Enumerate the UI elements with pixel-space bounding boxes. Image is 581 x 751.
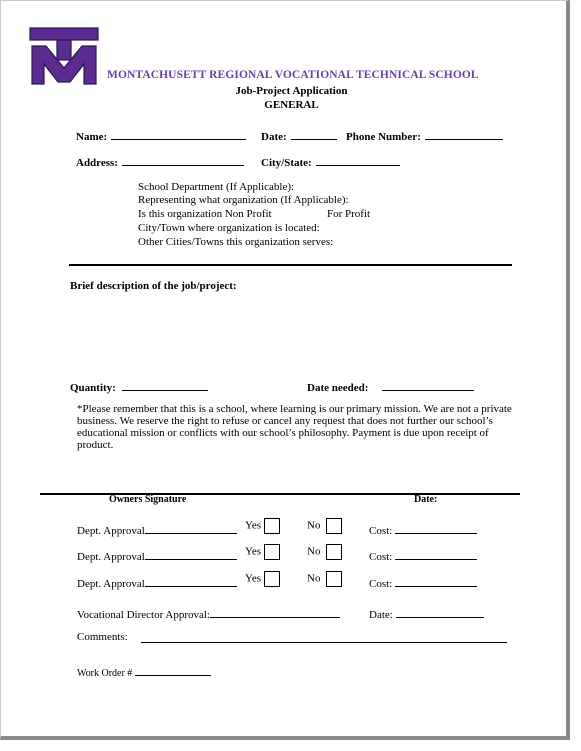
- dept-approval-line[interactable]: [145, 575, 237, 587]
- name-field[interactable]: [76, 127, 246, 145]
- no-checkbox[interactable]: [326, 544, 342, 560]
- vocational-director-field[interactable]: [77, 606, 340, 621]
- date-needed-label: Date needed:: [307, 382, 369, 394]
- section-divider: [69, 264, 512, 266]
- vocational-director-label: Vocational Director Approval:: [77, 609, 210, 621]
- no-label: No: [307, 572, 321, 585]
- dept-approval-row: [77, 522, 237, 537]
- cost-label: Cost:: [369, 578, 393, 590]
- form-title: Job-Project Application: [235, 85, 348, 97]
- city-state-line[interactable]: [316, 154, 400, 166]
- description-label: Brief description of the job/project:: [70, 280, 237, 292]
- cost-label: Cost:: [369, 525, 393, 537]
- form-subtitle: GENERAL: [264, 99, 319, 111]
- name-label: Name:: [76, 131, 108, 143]
- cost-label: Cost:: [369, 551, 393, 563]
- cost-field[interactable]: [369, 548, 477, 563]
- comments-line[interactable]: [141, 642, 507, 643]
- school-department-label: School Department (If Applicable):: [138, 181, 295, 193]
- work-order-line[interactable]: [135, 665, 211, 676]
- comments-label: Comments:: [77, 631, 128, 643]
- yes-checkbox[interactable]: [264, 571, 280, 587]
- cost-field[interactable]: [369, 522, 477, 537]
- cost-line[interactable]: [395, 522, 477, 534]
- yes-label: Yes: [245, 545, 262, 558]
- date-field[interactable]: [261, 127, 337, 145]
- phone-field[interactable]: [346, 127, 503, 145]
- dept-approval-line[interactable]: [145, 548, 237, 560]
- address-field[interactable]: [76, 153, 244, 171]
- cost-field[interactable]: [369, 575, 477, 590]
- phone-label: Phone Number:: [346, 131, 421, 143]
- quantity-label: Quantity:: [70, 382, 116, 394]
- for-profit-option[interactable]: For Profit: [327, 208, 371, 220]
- dept-approval-row: [77, 575, 237, 590]
- vocational-director-line[interactable]: [210, 606, 340, 618]
- dept-approval-label: Dept. Approval: [77, 525, 145, 537]
- city-town-located-label: City/Town where organization is located:: [138, 222, 320, 234]
- yes-checkbox[interactable]: [264, 518, 280, 534]
- yes-label: Yes: [245, 519, 262, 532]
- address-line[interactable]: [122, 154, 244, 166]
- owners-signature-label: Owners Signature: [109, 494, 187, 505]
- yes-option[interactable]: [245, 571, 280, 587]
- no-option[interactable]: [307, 518, 342, 534]
- cost-line[interactable]: [395, 548, 477, 560]
- city-state-field[interactable]: [261, 153, 400, 171]
- school-logo-icon: [26, 24, 102, 88]
- vocational-date-field[interactable]: [369, 606, 484, 621]
- date-needed-line[interactable]: [382, 379, 474, 391]
- yes-label: Yes: [245, 572, 262, 585]
- non-profit-option[interactable]: Is this organization Non Profit: [138, 208, 272, 220]
- no-label: No: [307, 519, 321, 532]
- dept-approval-row: [77, 548, 237, 563]
- no-label: No: [307, 545, 321, 558]
- name-line[interactable]: [111, 128, 246, 140]
- dept-approval-label: Dept. Approval: [77, 551, 145, 563]
- work-order-label: Work Order #: [77, 668, 133, 679]
- representing-label: Representing what organization (If Applicable):: [138, 194, 349, 206]
- date-needed-field[interactable]: [307, 378, 474, 396]
- date-label: Date:: [261, 131, 287, 143]
- notice-paragraph: *Please remember that this is a school, where learning is our primary mission. We are not a private business. We reserve the right to refuse or cancel any request that does not further our school’s educational mission or conflicts with our school’s philosophy. Payment is due upon receipt of product.: [77, 403, 512, 451]
- dept-approval-label: Dept. Approval: [77, 578, 145, 590]
- school-name: MONTACHUSETT REGIONAL VOCATIONAL TECHNICAL SCHOOL: [107, 69, 479, 81]
- cost-line[interactable]: [395, 575, 477, 587]
- work-order-field[interactable]: [77, 665, 211, 679]
- owners-date-label: Date:: [414, 494, 438, 505]
- address-label: Address:: [76, 157, 118, 169]
- quantity-line[interactable]: [122, 379, 208, 391]
- dept-approval-line[interactable]: [145, 522, 237, 534]
- vocational-date-line[interactable]: [396, 606, 484, 618]
- description-area[interactable]: [70, 295, 510, 365]
- no-checkbox[interactable]: [326, 571, 342, 587]
- city-state-label: City/State:: [261, 157, 312, 169]
- no-checkbox[interactable]: [326, 518, 342, 534]
- yes-option[interactable]: [245, 544, 280, 560]
- phone-line[interactable]: [425, 128, 503, 140]
- quantity-field[interactable]: [70, 378, 208, 396]
- yes-checkbox[interactable]: [264, 544, 280, 560]
- no-option[interactable]: [307, 544, 342, 560]
- yes-option[interactable]: [245, 518, 280, 534]
- vocational-date-label: Date:: [369, 609, 393, 621]
- other-cities-label: Other Cities/Towns this organization serves:: [138, 236, 334, 248]
- date-line[interactable]: [291, 128, 337, 140]
- no-option[interactable]: [307, 571, 342, 587]
